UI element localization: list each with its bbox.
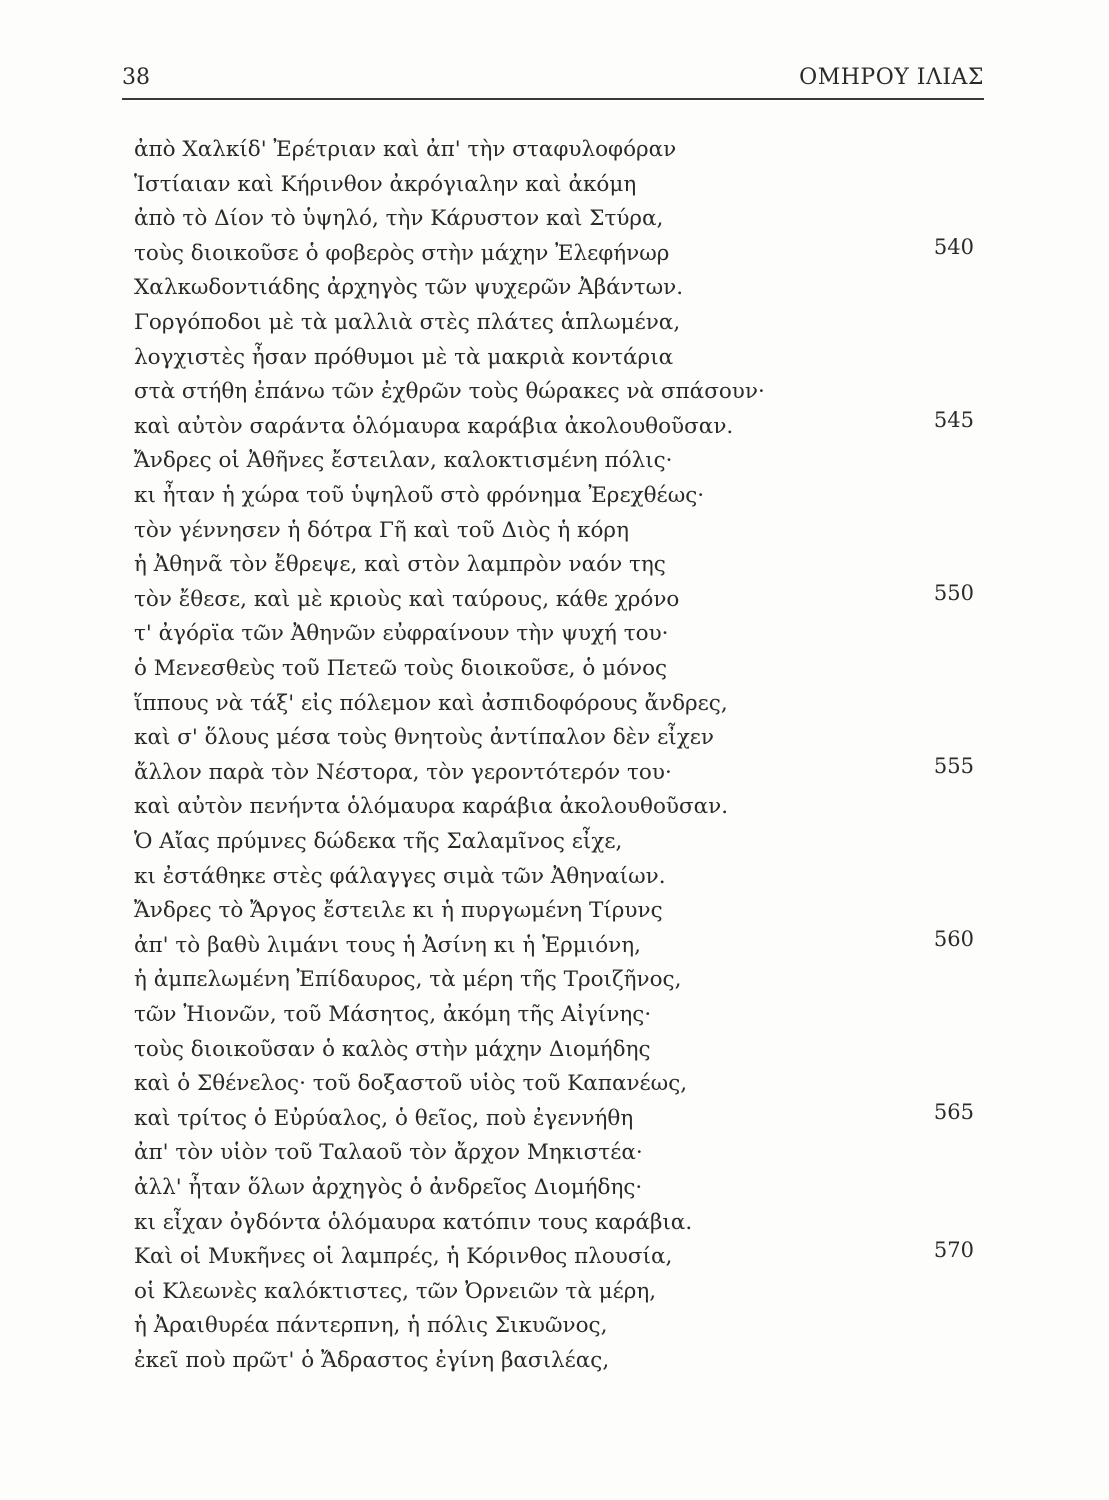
verse-text: τ' ἀγόρϊα τῶν Ἀθηνῶν εὐφραίνουν τὴν ψυχή του·	[134, 621, 669, 647]
verse-line	[134, 753, 974, 791]
verse-line	[134, 1240, 974, 1275]
verse-line	[134, 998, 974, 1033]
verse-line	[134, 168, 974, 203]
verse-line	[134, 444, 974, 479]
verse-number: 570	[933, 1238, 974, 1263]
verse-number: 555	[933, 753, 974, 778]
page-header	[122, 62, 984, 94]
running-title: ΟΜΗΡΟΥ ΙΛΙΑΣ	[799, 65, 984, 90]
verse-line	[134, 825, 974, 860]
page-number: 38	[122, 65, 150, 90]
verse-text: οἱ Κλεωνὲς καλόκτιστες, τῶν Ὀρνειῶν τὰ μέρη,	[134, 1278, 657, 1304]
verse-text: τῶν Ἠιονῶν, τοῦ Μάσητος, ἀκόμη τῆς Αἰγίνης·	[134, 1002, 652, 1027]
verse-text: ἀπὸ τὸ Δίον τὸ ὑψηλό, τὴν Κάρυστον καὶ Στύρα,	[134, 206, 664, 232]
verse-text: καὶ σ' ὅλους μέσα τοὺς θνητοὺς ἀντίπαλον δὲν εἶχεν	[134, 725, 714, 751]
verse-line	[134, 133, 974, 168]
verse-text: καὶ αὐτὸν πενήντα ὁλόμαυρα καράβια ἀκολουθοῦσαν.	[134, 794, 729, 820]
verse-text: Ἱστίαιαν καὶ Κήρινθον ἀκρόγιαλην καὶ ἀκόμη	[134, 171, 637, 197]
verse-line	[134, 202, 974, 237]
verse-line	[134, 306, 974, 341]
verse-line	[134, 1309, 974, 1344]
verse-line	[134, 271, 974, 306]
verse-line	[134, 1275, 974, 1310]
verse-line	[134, 407, 974, 445]
verse-line	[134, 1344, 974, 1379]
verse-text: καὶ ὁ Σθένελος· τοῦ δοξαστοῦ υἱὸς τοῦ Καπανέως,	[134, 1071, 688, 1097]
verse-line	[134, 1206, 974, 1241]
verse-text: κι εἶχαν ὀγδόντα ὁλόμαυρα κατόπιν τους καράβια.	[134, 1209, 693, 1235]
verse-text: ἡ Ἀθηνᾶ τὸν ἔθρεψε, καὶ στὸν λαμπρὸν ναόν της	[134, 552, 666, 578]
verse-text: κι ἦταν ἡ χώρα τοῦ ὑψηλοῦ στὸ φρόνημα Ἐρεχθέως·	[134, 483, 705, 508]
verse-text: τοὺς διοικοῦσαν ὁ καλὸς στὴν μάχην Διομήδης	[134, 1036, 651, 1062]
header-rule	[122, 98, 984, 100]
verse-line	[134, 687, 974, 722]
verse-line	[134, 580, 974, 618]
verse-number: 545	[933, 407, 974, 432]
verse-text: ἀπ' τὸν υἱὸν τοῦ Ταλαοῦ τὸν ἄρχον Μηκιστέα·	[134, 1140, 643, 1166]
verse-number: 560	[933, 926, 974, 951]
verse-text: ὁ Μενεσθεὺς τοῦ Πετεῶ τοὺς διοικοῦσε, ὁ μόνος	[134, 656, 668, 681]
verse-line	[134, 479, 974, 514]
verse-line	[134, 617, 974, 652]
verse-line	[134, 1067, 974, 1102]
verse-line	[134, 341, 974, 376]
verse-line	[134, 652, 974, 687]
verse-number: 540	[933, 234, 974, 259]
verse-text: ἀπ' τὸ βαθὺ λιμάνι τους ἡ Ἀσίνη κι ἡ Ἑρμιόνη,	[134, 932, 641, 958]
verse-line	[134, 790, 974, 825]
verse-line	[134, 1033, 974, 1068]
verse-text: ἐκεῖ ποὺ πρῶτ' ὁ Ἄδραστος ἐγίνη βασιλέας,	[134, 1348, 610, 1373]
verse-text: κι ἐστάθηκε στὲς φάλαγγες σιμὰ τῶν Ἀθηναίων.	[134, 863, 666, 889]
verse-text: Ἄνδρες τὸ Ἄργος ἔστειλε κι ἡ πυργωμένη Τίρυνς	[134, 898, 663, 924]
verse-text: τοὺς διοικοῦσε ὁ φοβερὸς στὴν μάχην Ἐλεφήνωρ	[134, 240, 670, 266]
verse-number: 550	[933, 580, 974, 605]
verse-text: Ἄνδρες οἱ Ἀθῆνες ἔστειλαν, καλοκτισμένη πόλις·	[134, 448, 673, 474]
verse-text: τὸν γέννησεν ἡ δότρα Γῆ καὶ τοῦ Διὸς ἡ κόρη	[134, 517, 629, 543]
verse-line	[134, 860, 974, 895]
verse-line	[134, 234, 974, 272]
verse-text: ἀπὸ Χαλκίδ' Ἐρέτριαν καὶ ἀπ' τὴν σταφυλοφόραν	[134, 137, 677, 162]
verse-text: ἵππους νὰ τάξ' εἰς πόλεμον καὶ ἀσπιδοφόρους ἄνδρες,	[134, 690, 728, 716]
verse-line	[134, 375, 974, 410]
verse-line	[134, 721, 974, 756]
verse-text: καὶ αὐτὸν σαράντα ὁλόμαυρα καράβια ἀκολουθοῦσαν.	[134, 413, 734, 439]
verse-line	[134, 1136, 974, 1171]
verse-line	[134, 926, 974, 964]
verse-text: Γοργόποδοι μὲ τὰ μαλλιὰ στὲς πλάτες ἁπλωμένα,	[134, 310, 681, 335]
verse-text: τὸν ἔθεσε, καὶ μὲ κριοὺς καὶ ταύρους, κάθε χρόνο	[134, 586, 680, 612]
verse-text: Χαλκωδοντιάδης ἀρχηγὸς τῶν ψυχερῶν Ἀβάντων.	[134, 275, 684, 301]
verse-line	[134, 548, 974, 583]
verse-number: 565	[933, 1099, 974, 1124]
verse-text: στὰ στήθη ἐπάνω τῶν ἐχθρῶν τοὺς θώρακες νὰ σπάσουν·	[134, 379, 765, 405]
verse-text: ἡ ἀμπελωμένη Ἐπίδαυρος, τὰ μέρη τῆς Τροιζῆνος,	[134, 967, 682, 993]
verse-line	[134, 1099, 974, 1137]
verse-line	[134, 963, 974, 998]
verse-text: ἄλλον παρὰ τὸν Νέστορα, τὸν γεροντότερόν του·	[134, 759, 672, 785]
verse-text: Ὁ Αἴας πρύμνες δώδεκα τῆς Σαλαμῖνος εἶχε,	[134, 829, 623, 854]
verse-text: Καὶ οἱ Μυκῆνες οἱ λαμπρές, ἡ Κόρινθος πλουσία,	[134, 1244, 673, 1270]
verse-text: ἀλλ' ἦταν ὅλων ἀρχηγὸς ὁ ἀνδρεῖος Διομήδης·	[134, 1175, 643, 1200]
verse-line	[134, 514, 974, 549]
verse-text: καὶ τρίτος ὁ Εὐρύαλος, ὁ θεῖος, ποὺ ἐγεννήθη	[134, 1105, 634, 1131]
verse-line	[134, 894, 974, 929]
verse-text: λογχιστὲς ἦσαν πρόθυμοι μὲ τὰ μακριὰ κοντάρια	[134, 344, 674, 370]
verse-text: ἡ Ἀραιθυρέα πάντερπνη, ἡ πόλις Σικυῶνος,	[134, 1313, 608, 1339]
verse-line	[134, 1171, 974, 1206]
